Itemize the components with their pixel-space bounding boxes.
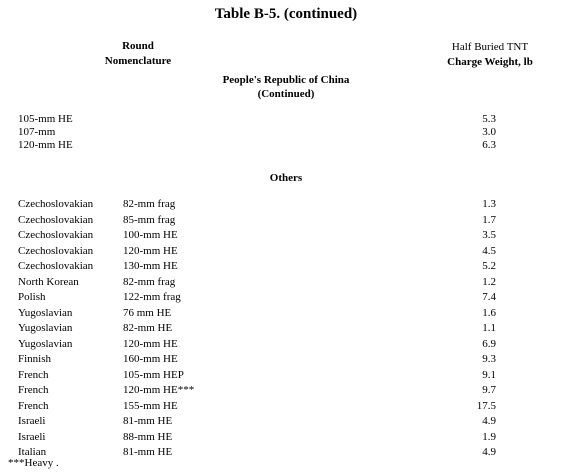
table-row (0, 275, 572, 289)
column-header-charge-weight (400, 40, 572, 70)
cell-charge-weight: 7.4 (482, 291, 496, 303)
cell-charge-weight: 4.9 (482, 446, 496, 458)
cell-country: Italian (18, 446, 47, 458)
cell-charge-weight: 3.0 (482, 126, 496, 138)
cell-round: 82-mm frag (123, 198, 176, 210)
cell-country: 107-mm (18, 126, 56, 138)
cell-country: Czechoslovakian (18, 213, 94, 226)
cell-country: Yugoslavian (18, 306, 73, 319)
table-row (0, 399, 572, 413)
cell-country: 120-mm HE (18, 139, 73, 151)
cell-round: 100-mm HE (123, 229, 178, 241)
cell-charge-weight: 6.3 (482, 139, 496, 151)
cell-charge-weight: 5.3 (482, 113, 496, 125)
table-row (0, 197, 572, 211)
table-row (0, 244, 572, 258)
cell-country: Yugoslavian (18, 322, 73, 334)
cell-country: Israeli (18, 415, 46, 427)
cell-country: French (18, 368, 49, 381)
cell-country: Czechoslovakian (18, 244, 94, 257)
cell-charge-weight: 3.5 (482, 229, 496, 241)
cell-charge-weight: 4.5 (482, 244, 496, 257)
table-row (0, 306, 572, 320)
cell-charge-weight: 1.2 (482, 275, 496, 288)
cell-charge-weight: 6.9 (482, 337, 496, 350)
table-row (0, 445, 572, 459)
cell-charge-weight: 1.3 (482, 198, 496, 210)
footnote: ***Heavy . (8, 457, 59, 469)
cell-round: 155-mm HE (123, 399, 178, 412)
table-row (0, 213, 572, 227)
cell-charge-weight: 9.7 (482, 384, 496, 396)
cell-round: 81-mm HE (123, 415, 173, 427)
column-header-round-nomenclature (76, 39, 200, 69)
table-row (0, 383, 572, 397)
cell-country: North Korean (18, 275, 79, 288)
cell-country: Polish (18, 291, 46, 303)
cell-round: 76 mm HE (123, 306, 172, 319)
header-charge-weight: Charge Weight, lb (447, 56, 533, 68)
cell-charge-weight: 9.3 (482, 353, 496, 365)
cell-country: French (18, 384, 49, 396)
table-row (0, 352, 572, 366)
cell-country: Czechoslovakian (18, 198, 94, 210)
cell-round: 82-mm HE (123, 322, 173, 334)
table-row (0, 125, 572, 139)
cell-charge-weight: 17.5 (476, 399, 496, 412)
cell-round: 122-mm frag (123, 291, 181, 303)
table-row (0, 430, 572, 444)
cell-charge-weight: 1.7 (482, 213, 496, 226)
cell-country: Czechoslovakian (18, 260, 94, 272)
cell-round: 160-mm HE (123, 353, 178, 365)
table-row (0, 138, 572, 152)
cell-round: 120-mm HE*** (123, 384, 195, 396)
cell-round: 82-mm frag (123, 275, 176, 288)
table-title: Table B-5. (continued) (214, 6, 358, 22)
cell-country: 105-mm HE (18, 113, 73, 125)
header-half-buried-tnt: Half Buried TNT (451, 41, 529, 53)
table-row (0, 321, 572, 335)
section-title-line1: Others (269, 172, 303, 184)
table-row (0, 259, 572, 273)
cell-round: 130-mm HE (123, 260, 178, 272)
section-title-china (0, 73, 572, 101)
cell-charge-weight: 1.6 (482, 306, 496, 319)
table-row (0, 228, 572, 242)
cell-country: Finnish (18, 353, 52, 365)
cell-charge-weight: 4.9 (482, 415, 496, 427)
table-row (0, 112, 572, 126)
section-title-others (0, 171, 572, 185)
cell-country: Israeli (18, 430, 46, 443)
cell-charge-weight: 5.2 (482, 260, 496, 272)
cell-round: 88-mm HE (123, 430, 173, 443)
cell-country: French (18, 399, 49, 412)
cell-round: 85-mm frag (123, 213, 176, 226)
section-title-line1: People's Republic of China (222, 74, 350, 86)
cell-country: Yugoslavian (18, 337, 73, 350)
cell-country: Czechoslovakian (18, 229, 94, 241)
cell-charge-weight: 1.9 (482, 430, 496, 443)
cell-charge-weight: 9.1 (482, 368, 496, 381)
header-nomenclature: Nomenclature (104, 55, 172, 67)
cell-round: 120-mm HE (123, 337, 178, 350)
cell-round: 120-mm HE (123, 244, 178, 257)
cell-round: 105-mm HEP (123, 368, 184, 381)
table-row (0, 414, 572, 428)
table-row (0, 290, 572, 304)
cell-charge-weight: 1.1 (482, 322, 496, 334)
header-round: Round (122, 40, 154, 52)
table-row (0, 368, 572, 382)
cell-round: 81-mm HE (123, 446, 173, 458)
section-title-line2: (Continued) (257, 88, 315, 100)
table-row (0, 337, 572, 351)
